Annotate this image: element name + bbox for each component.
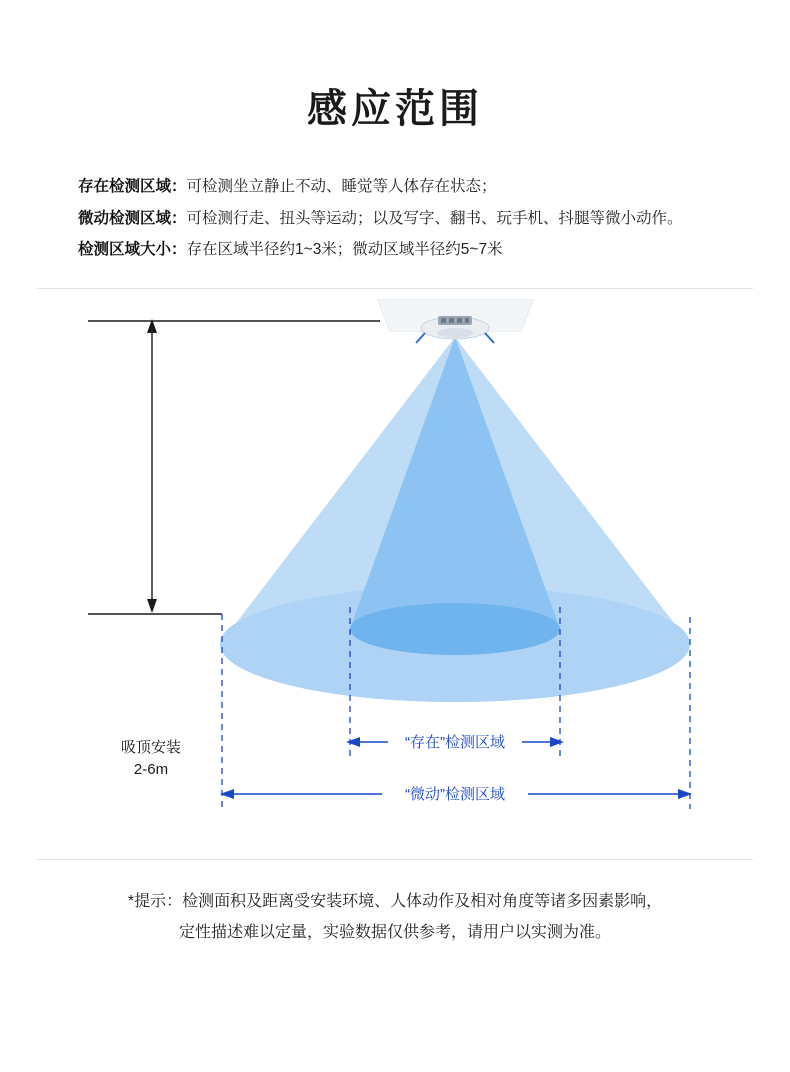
description-row [78, 234, 748, 266]
sensor-led [449, 318, 454, 323]
divider-bottom [37, 859, 753, 860]
description-label: 检测区域大小： [78, 241, 187, 259]
description-label: 微动检测区域： [78, 209, 187, 227]
sensing-range-diagram [0, 289, 790, 859]
description-label: 存在检测区域： [78, 177, 187, 195]
motion-zone-label: “微动”检测区域 [405, 786, 505, 804]
sensor-led [465, 318, 469, 323]
description-text: 可检测行走、扭头等运动；以及写字、翻书、玩手机、抖腿等微小动作。 [186, 209, 683, 227]
page-root [0, 27, 790, 1072]
emission-ray [485, 333, 494, 343]
presence-floor-ellipse [350, 603, 560, 655]
page-title: 感应范围 [307, 86, 483, 131]
footnote [0, 886, 790, 948]
sensor-led [441, 318, 446, 323]
description-text: 可检测坐立静止不动、睡觉等人体存在状态； [186, 177, 497, 195]
mount-height-label [96, 737, 206, 781]
description-text: 存在区域半径约1~3米；微动区域半径约5~7米 [186, 241, 503, 259]
presence-arrow-left-head [346, 737, 360, 747]
mount-height-line1: 吸顶安装 [120, 739, 181, 757]
presence-zone-label: “存在”检测区域 [405, 734, 505, 752]
mount-height-line2: 2-6m [133, 760, 169, 778]
arrow-head-down [147, 599, 157, 613]
description-block [0, 171, 790, 266]
description-row [78, 203, 748, 235]
sensor-led [457, 318, 462, 323]
description-row [78, 171, 748, 203]
emission-ray [416, 333, 425, 343]
sensor-base [437, 328, 473, 338]
footnote-line-2: 定性描述难以定量，实验数据仅供参考，请用户以实测为准。 [178, 924, 611, 942]
presence-arrow-right-head [550, 737, 564, 747]
footnote-line-1: *提示：检测面积及距离受安装环境、人体动作及相对角度等诸多因素影响， [127, 893, 663, 911]
